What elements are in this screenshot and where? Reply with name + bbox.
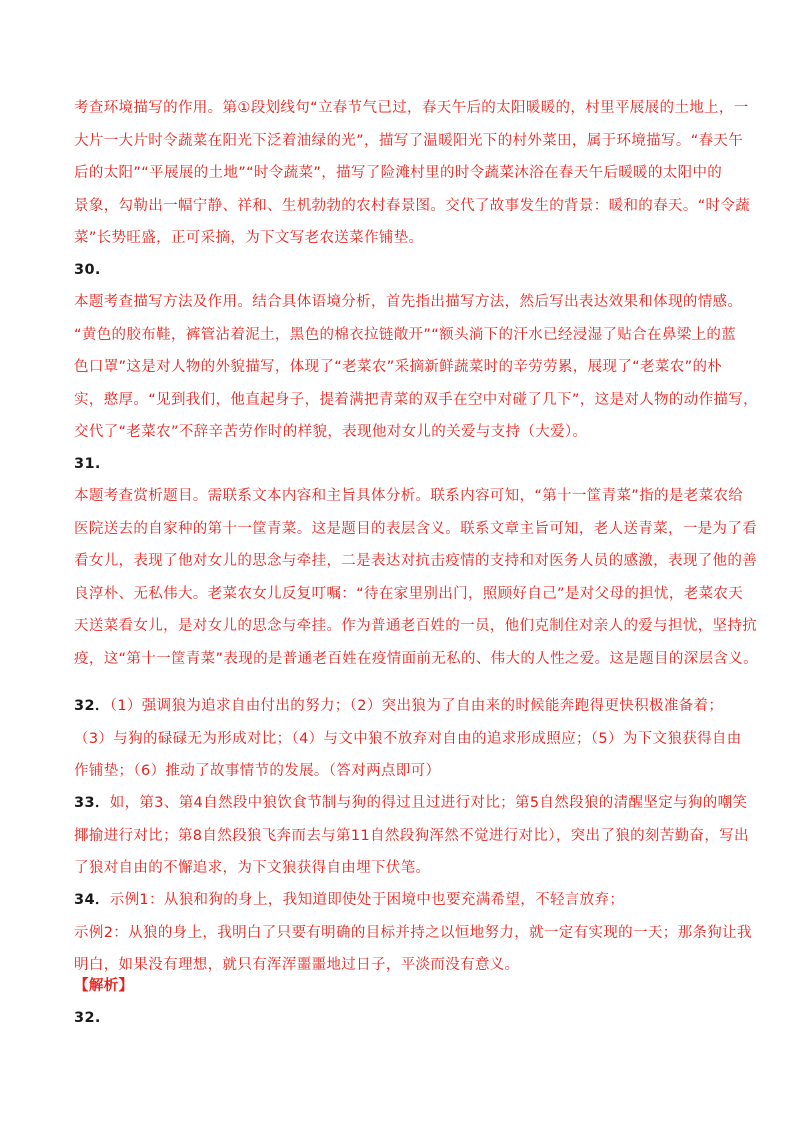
answer-34 <box>74 884 752 982</box>
section-29-line: 后的太阳”“平展展的土地”“时令蔬菜”，描写了险滩村里的时令蔬菜沐浴在春天午后暖暖的太阳中的 <box>74 165 723 181</box>
section-29-line: 菜”长势旺盛，正可采摘，为下文写老农送菜作铺垫。 <box>74 230 424 246</box>
analysis-32-number: 32. <box>74 1010 101 1026</box>
section-30-line: 本题考查描写方法及作用。结合具体语境分析，首先指出描写方法，然后写出表达效果和体现的情感。 <box>74 294 743 310</box>
section-29-line: 大片一大片时令蔬菜在阳光下泛着油绿的光”，描写了温暖阳光下的村外菜田，属于环境描写。“春天午 <box>74 132 744 149</box>
section-30 <box>74 254 734 287</box>
section-31-line: 看女儿，表现了他对女儿的思念与牵挂，二是表达对抗击疫情的支持和对医务人员的感激，表现了他的善 <box>74 553 758 569</box>
section-31-line: 本题考查赏析题目。需联系文本内容和主旨具体分析。联系内容可知，“第十一筐青菜”指的是老菜农给 <box>74 488 744 504</box>
answer-33-line: 了狼对自由的不懈追求，为下文狼获得自由埋下伏笔。 <box>74 860 431 876</box>
section-29-line: 考查环境描写的作用。第①段划线句“立春节气已过，春天午后的太阳暖暖的，村里平展展的土地上，一 <box>74 100 749 116</box>
answer-33-line: 33．如，第3、第4自然段中狼饮食节制与狗的得过且过进行对比；第5自然段狼的清醒坚定与狗的嘲笑 <box>74 795 748 811</box>
section-30-number: 30. <box>74 262 101 278</box>
answer-32-line: 作铺垫；（6）推动了故事情节的发展。（答对两点即可） <box>74 763 441 779</box>
section-31-explanation <box>74 480 758 675</box>
section-31-line: 良淳朴、无私伟大。老菜农女儿反复叮嘱：“待在家里别出门，照顾好自己”是对父母的担忧，老菜农天 <box>74 585 744 602</box>
answer-34-number: 34． <box>74 892 110 908</box>
analysis-32 <box>74 1002 734 1035</box>
section-31-number: 31. <box>74 456 101 472</box>
answer-33 <box>74 787 749 885</box>
section-31 <box>74 448 734 481</box>
section-30-line: 交代了“老菜农”不辞辛苦劳作时的样貌，表现他对女儿的关爱与支持（大爱）。 <box>74 424 588 440</box>
answer-33-line: 揶揄进行对比；第8自然段狼飞奔而去与第11自然段狗浑然不觉进行对比），突出了狼的刻苦勤奋，写出 <box>74 827 749 844</box>
answer-34-example-1 <box>74 884 734 917</box>
section-30-line: 色口罩”这是对人物的外貌描写，体现了“老菜农”采摘新鲜蔬菜时的辛劳劳累，展现了“老菜农”的朴 <box>74 359 723 375</box>
section-29-explanation <box>74 92 751 255</box>
analysis-label: 【解析】 <box>74 978 134 994</box>
answer-33-number: 33． <box>74 795 110 811</box>
analysis-heading <box>74 970 734 1003</box>
section-30-line: “黄色的胶布鞋，裤管沾着泥土，黑色的棉衣拉链敞开”“额头淌下的汗水已经浸湿了贴合在鼻梁上的蓝 <box>74 326 737 343</box>
answer-34-example-1-text: 示例1：从狼和狗的身上，我知道即使处于困境中也要充满希望，不轻言放弃； <box>109 892 625 908</box>
answer-34-example-2-line: 示例2：从狼的身上，我明白了只要有明确的目标并持之以恒地努力，就一定有实现的一天；那条狗让我 <box>74 924 752 941</box>
section-30-explanation <box>74 286 758 449</box>
section-31-line: 天送菜看女儿，是对女儿的思念与牵挂。作为普通老百姓的一员，他们克制住对亲人的爱与担忧，坚持抗 <box>74 618 758 634</box>
answer-32-line: （3）与狗的碌碌无为形成对比；（4）与文中狼不放弃对自由的追求形成照应；（5）为下文狼获得自由 <box>74 730 742 747</box>
answer-32 <box>74 690 742 788</box>
answer-34-example-2-line: 明白，如果没有理想，就只有浑浑噩噩地过日子，平淡而没有意义。 <box>74 957 520 973</box>
section-31-line: 医院送去的自家种的第十一筐青菜。这是题目的表层含义。联系文章主旨可知，老人送青菜，一是为了看 <box>74 520 758 537</box>
answer-32-line: 32．（1）强调狼为追求自由付出的努力；（2）突出狼为了自由来的时候能奔跑得更快积极准备着； <box>74 698 724 714</box>
answer-32-number: 32． <box>74 698 110 714</box>
section-31-line: 疫，这“第十一筐青菜”表现的是普通老百姓在疫情面前无私的、伟大的人性之爱。这是题目的深层含义。 <box>74 650 758 667</box>
section-29-line: 景象，勾勒出一幅宁静、祥和、生机勃勃的农村春景图。交代了故事发生的背景：暖和的春天。“时令蔬 <box>74 197 751 214</box>
section-30-line: 实，憨厚。“见到我们，他直起身子，提着满把青菜的双手在空中对碰了几下”，这是对人物的动作描写， <box>74 391 758 408</box>
